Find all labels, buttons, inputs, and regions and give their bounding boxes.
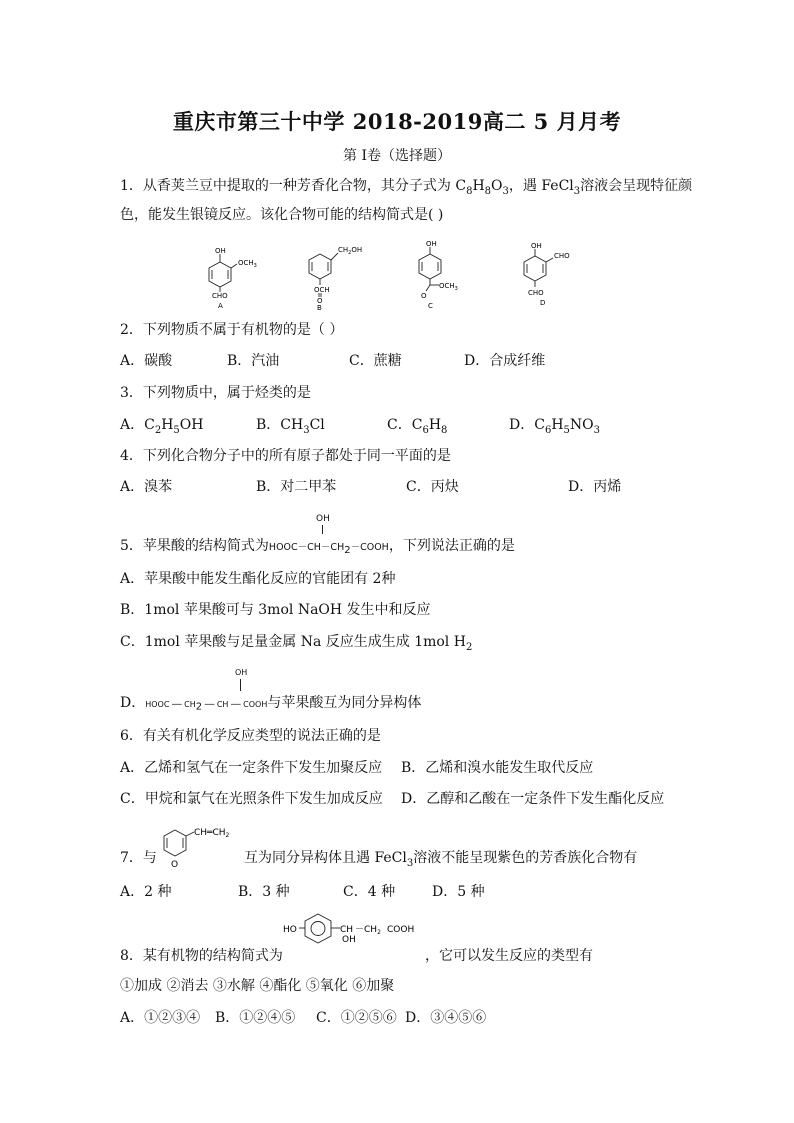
q2-option-b: B．汽油 <box>227 353 280 369</box>
q7-option-b: B．3 种 <box>238 884 290 900</box>
structure-c <box>419 247 441 291</box>
struct-c-oh: OH <box>426 240 437 248</box>
struct-c-label: C <box>428 302 433 310</box>
struct-c-o: O <box>421 292 427 300</box>
q5-stem: 5．苹果酸的结构简式为$HOOC-CH-CH_2-COOH$，下列说法正确的是 <box>120 538 515 556</box>
q4-option-a: A．溴苯 <box>120 479 173 495</box>
q4-option-c: C．丙炔 <box>406 479 459 495</box>
q8-structure <box>280 908 430 952</box>
q3-option-a: A．$C_2H_5OH$ <box>120 417 204 436</box>
struct-c-och3: $OCH_3$ <box>439 282 458 292</box>
struct-d-label: D <box>540 299 546 307</box>
q4-stem: 4．下列化合物分子中的所有原子都处于同一平面的是 <box>120 448 451 464</box>
q6-option-b: B．乙烯和溴水能发生取代反应 <box>401 760 594 776</box>
q4-option-b: B．对二甲苯 <box>256 479 337 495</box>
q1-stem-line2: 色，能发生银镜反应。该化合物可能的结构简式是( ) <box>120 207 444 223</box>
q5-formula-oh: OH <box>316 514 330 524</box>
struct-a-och3: $OCH_3$ <box>238 259 257 269</box>
structure-d <box>524 249 553 287</box>
document-title: 重庆市第三十中学 2018-2019高二 5 月月考 <box>172 109 622 134</box>
q7-option-a: A．2 种 <box>120 884 172 900</box>
struct-a-label: A <box>218 302 223 310</box>
q4-option-d: D．丙烯 <box>568 479 622 495</box>
q6-stem: 6．有关有机化学反应类型的说法正确的是 <box>120 728 381 744</box>
struct-d-oh: OH <box>531 242 542 250</box>
q8-option-d: D．③④⑤⑥ <box>405 1010 487 1026</box>
q5-option-b: B．1mol 苹果酸可与 3mol NaOH 发生中和反应 <box>120 602 431 618</box>
q5-d-bond <box>240 679 241 691</box>
q5-option-a: A．苹果酸中能发生酯化反应的官能团有 2种 <box>120 571 396 587</box>
q6-option-d: D．乙醇和乙酸在一定条件下发生酯化反应 <box>401 791 665 807</box>
q7-option-d: D．5 种 <box>432 884 485 900</box>
q3-option-b: B．$CH_3Cl$ <box>256 417 325 436</box>
q5-formula-bond <box>322 525 323 534</box>
q2-option-a: A．碳酸 <box>120 353 173 369</box>
q8-stem-a: 8．某有机物的结构简式为 <box>120 948 283 964</box>
q8-option-a: A．①②③④ <box>120 1010 201 1026</box>
q7-structure <box>158 822 248 870</box>
struct-d-cho-bot: CHO <box>528 289 544 297</box>
q3-option-c: C．$C_6H_8$ <box>387 417 448 436</box>
q8-struct-oh: OH <box>342 935 356 945</box>
q8-struct-ch: CH <box>340 925 354 935</box>
q5-formula: $HOOC-CH-CH_2-COOH$ <box>268 542 389 556</box>
q8-struct-ch2: $-CH_2$ <box>355 925 381 936</box>
struct-a-cho: CHO <box>212 292 228 300</box>
q1-stem-line1: 1．从香荚兰豆中提取的一种芳香化合物，其分子式为 $C_8H_8O_3$，遇 FeCl$_3$溶液会呈现特征颜 <box>120 178 693 197</box>
q8-struct-ho: HO <box>283 925 297 935</box>
q2-option-d: D．合成纤维 <box>464 353 546 369</box>
struct-b-label: B <box>317 304 322 312</box>
q7-struct-vinyl: $CH═CH_2$ <box>194 828 230 839</box>
q2-stem: 2．下列物质不属于有机物的是（ ） <box>120 322 344 338</box>
q8-option-c: C．①②⑤⑥ <box>316 1010 397 1026</box>
q7-struct-o: O <box>171 860 179 870</box>
struct-b-o: O <box>317 297 323 305</box>
q6-option-c: C．甲烷和氯气在光照条件下发生加成反应 <box>120 791 383 807</box>
struct-a-oh: OH <box>215 247 226 255</box>
q7-prefix: 7．与 <box>120 850 157 866</box>
q8-option-b: B．①②④⑤ <box>215 1010 296 1026</box>
struct-d-cho-top: CHO <box>554 252 570 260</box>
q6-option-a: A．乙烯和氢气在一定条件下发生加聚反应 <box>120 760 383 776</box>
q3-stem: 3．下列物质中，属于烃类的是 <box>120 385 311 401</box>
q1-structures <box>190 240 590 312</box>
q8-struct-cooh: COOH <box>387 925 415 935</box>
q7-option-c: C．4 种 <box>343 884 396 900</box>
q8-reaction-types: ①加成 ②消去 ③水解 ④酯化 ⑤氧化 ⑥加聚 <box>120 978 395 994</box>
q8-stem-b: ，它可以发生反应的类型有 <box>425 948 593 964</box>
q7-stem: 互为同分异构体且遇 FeCl$_3$溶液不能呈现紫色的芳香族化合物有 <box>244 850 638 869</box>
q2-option-c: C．蔗糖 <box>349 353 402 369</box>
section-heading: 第 I卷（选择题） <box>343 148 451 164</box>
struct-b-och: OCH <box>314 286 330 294</box>
structure-a <box>209 254 237 292</box>
q5-d-oh: OH <box>235 668 248 677</box>
q5-option-d: D．HOOC ── $CH_2$ ── CH ── COOH与苹果酸互为同分异构体 <box>120 695 422 713</box>
struct-b-ch2oh: $CH_2OH$ <box>338 246 363 256</box>
q5-d-formula: HOOC ── $CH_2$ ── CH ── COOH <box>145 700 268 713</box>
q3-option-d: D．$C_6H_5NO_3$ <box>509 417 601 436</box>
q5-option-c: C．1mol 苹果酸与足量金属 Na 反应生成生成 1mol $H_2$ <box>120 634 473 653</box>
